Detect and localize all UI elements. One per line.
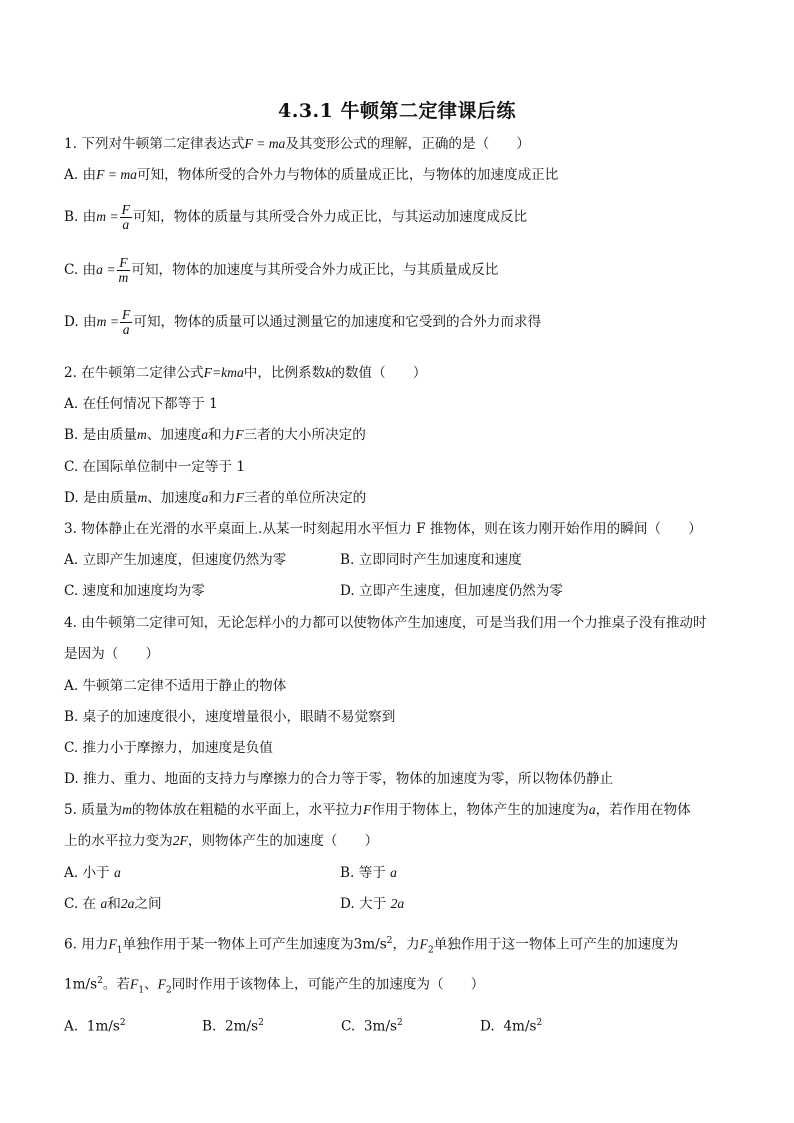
q1-option-c[interactable]: C. 由a = $\frac{F}{m}$ 可知，物体的加速度与其所受合外力成正比，与其质量成反比 (64, 255, 499, 285)
q6-option-a[interactable]: A. $1m/s^2$ (64, 1018, 126, 1035)
q6-option-c[interactable]: C. $3m/s^2$ (341, 1018, 403, 1035)
q5-stem-line2: 上的水平拉力变为2F，则物体产生的加速度（ ） (64, 833, 379, 849)
fraction-f-over-a: $\frac{F}{a}$ (121, 202, 130, 232)
q6-option-d[interactable]: D. $4m/s^2$ (480, 1018, 543, 1035)
q6-stem-line1: 6. 用力$F_1$单独作用于某一物体上可产生加速度为$3m/s^2$，力$F_2$单独作用于这一物体上可产生的加速度为 (64, 936, 679, 956)
q2-option-c[interactable]: C. 在国际单位制中一定等于 1 (64, 459, 246, 475)
q3-option-c[interactable]: C. 速度和加速度均为零 (64, 583, 205, 599)
q5-stem-line1: 5. 质量为m的物体放在粗糙的水平面上，水平拉力F作用于物体上，物体产生的加速度为a，若作用在物体 (64, 802, 691, 818)
q2-option-b[interactable]: B. 是由质量m、加速度a和力F三者的大小所决定的 (64, 427, 366, 443)
q5-option-b[interactable]: B. 等于 a (340, 865, 397, 881)
q3-option-d[interactable]: D. 立即产生速度，但加速度仍然为零 (340, 583, 563, 599)
q2-option-a[interactable]: A. 在任何情况下都等于 1 (64, 396, 218, 412)
q1-stem: 1. 下列对牛顿第二定律表达式F = ma及其变形公式的理解，正确的是（ ） (64, 136, 530, 152)
page-title: 4.3.1 牛顿第二定律课后练 (277, 100, 516, 122)
q4-stem-line1: 4. 由牛顿第二定律可知，无论怎样小的力都可以使物体产生加速度，可是当我们用一个力推桌子没有推动时 (64, 615, 707, 631)
q5-option-a[interactable]: A. 小于 a (64, 865, 121, 881)
fraction-f-over-a: $\frac{F}{a}$ (122, 307, 131, 337)
q4-option-a[interactable]: A. 牛顿第二定律不适用于静止的物体 (64, 678, 287, 694)
q3-option-a[interactable]: A. 立即产生加速度，但速度仍然为零 (64, 552, 287, 568)
q4-option-b[interactable]: B. 桌子的加速度很小，速度增量很小，眼睛不易觉察到 (64, 709, 396, 725)
q4-option-c[interactable]: C. 推力小于摩擦力，加速度是负值 (64, 740, 273, 756)
q3-stem: 3. 物体静止在光滑的水平桌面上.从某一时刻起用水平恒力 F 推物体，则在该力刚开始作用的瞬间（ ） (64, 521, 702, 537)
q4-option-d[interactable]: D. 推力、重力、地面的支持力与摩擦力的合力等于零，物体的加速度为零，所以物体仍静止 (64, 771, 614, 787)
q6-option-b[interactable]: B. $2m/s^2$ (202, 1018, 264, 1035)
q4-stem-line2: 是因为（ ） (64, 646, 160, 662)
q6-stem-line2: $1m/s^2$。若$F_1$、$F_2$同时作用于该物体上，可能产生的加速度为（ ） (64, 976, 485, 996)
q5-option-c[interactable]: C. 在 a和2a之间 (64, 896, 162, 912)
q3-option-b[interactable]: B. 立即同时产生加速度和速度 (340, 552, 522, 568)
q1-option-a[interactable]: A. 由F = ma可知，物体所受的合外力与物体的质量成正比，与物体的加速度成正比 (64, 167, 559, 183)
q5-option-d[interactable]: D. 大于 2a (340, 896, 405, 912)
q2-option-d[interactable]: D. 是由质量m、加速度a和力F三者的单位所决定的 (64, 490, 367, 506)
fraction-f-over-m: $\frac{F}{m}$ (118, 255, 129, 285)
q1-option-d[interactable]: D. 由m = $\frac{F}{a}$ 可知，物体的质量可以通过测量它的加速度和它受到的合外力而求得 (64, 307, 542, 337)
q2-stem: 2. 在牛顿第二定律公式F=kma中，比例系数k的数值（ ） (64, 365, 427, 381)
q1-option-b[interactable]: B. 由m = $\frac{F}{a}$ 可知，物体的质量与其所受合外力成正比，与其运动加速度成反比 (64, 202, 528, 232)
